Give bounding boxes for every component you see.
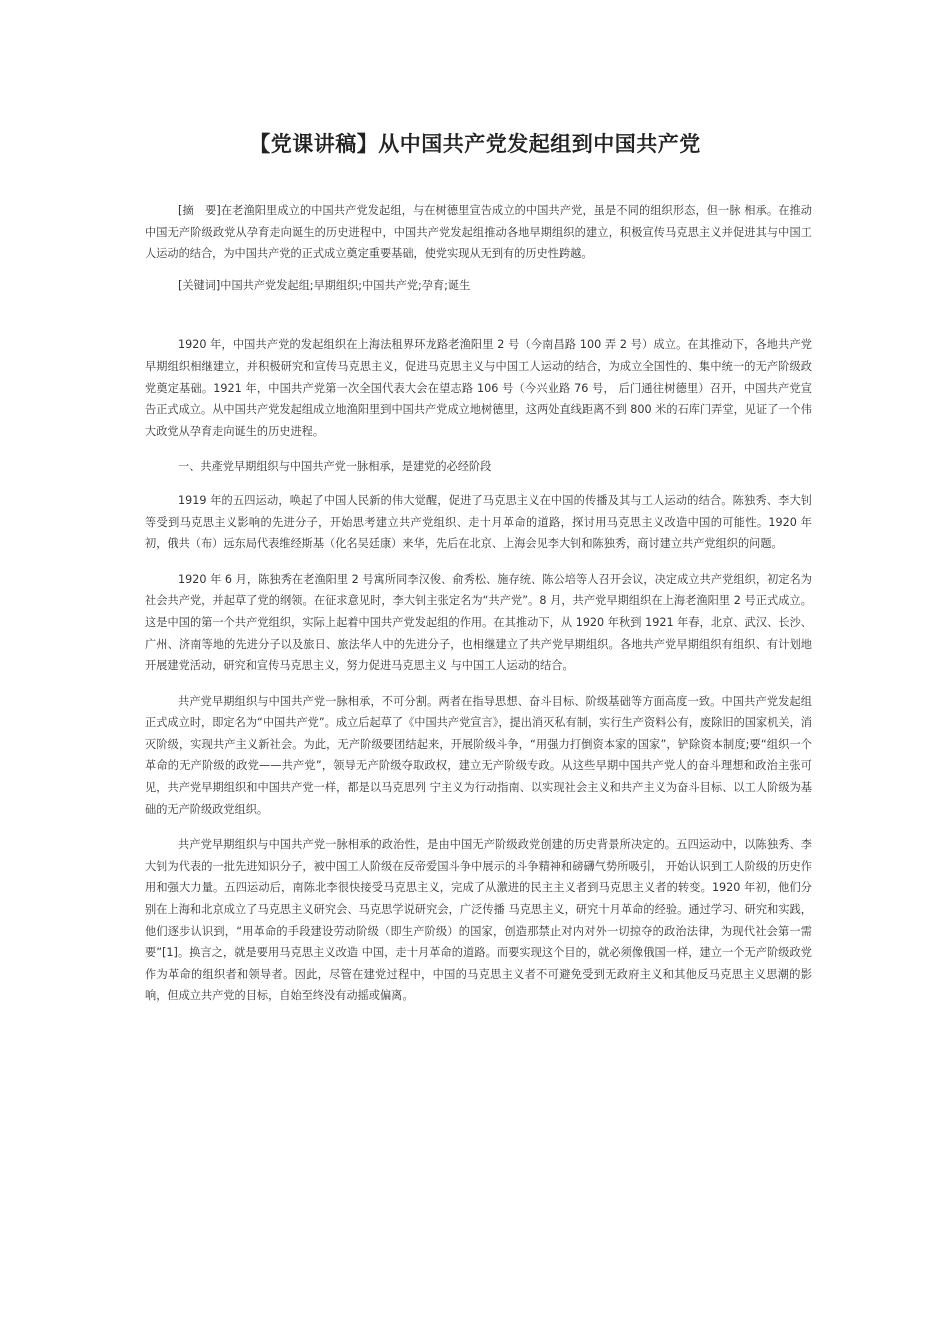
document-title: 【党课讲稿】从中国共产党发起组到中国共产党 [249,132,701,156]
section-heading: 一、共產党早期组织与中国共产党一脉相承，是建党的必经阶段 [178,460,492,474]
body-paragraph: 1919 年的五四运动，唤起了中国人民新的伟大觉醒，促进了马克思主义在中国的传播及其与工人运动的结合。陈独秀、李大钊等受到马克思主义影响的先进分子，开始思考建立共产党组织、走十月革命的道路，探讨用马克思主义改造中国的可能性。1920 年初，俄共（布）远东局代表维经斯基（化名吴廷康）来华，先后在北京、上海会见李大钊和陈独秀，商讨建立共产党组织的问题。 [145,493,812,551]
body-paragraph: 1920 年，中国共产党的发起组织在上海法租界环龙路老渔阳里 2 号（今南昌路 100 弄 2 号）成立。在其推动下，各地共产党早期组织相继建立，并积极研究和宣传马克思主义，促进马克思主义与中国工人运动的结合，为成立全国性的、集中统一的无产阶级政党奠定基础。1921 年，中国共产党第一次全国代表大会在望志路 106 号（今兴业路 76 号， 后门通往树德里）召开，中国共产党宣告正式成立。从中国共产党发起组成立地渔阳里到中国共产党成立地树德里，这两处直线距离不到 800 米的石库门弄堂，见证了一个伟大政党从孕育走向诞生的历史进程。 [145,338,812,438]
abstract-paragraph: [摘 要]在老渔阳里成立的中国共产党发起组，与在树德里宣告成立的中国共产党，虽是不同的组织形态，但一脉 相承。在推动中国无产阶级政党从孕育走向诞生的历史进程中，中国共产党发起组推动各地早期组织的建立，积极宣传马克思主义并促进其与中国工人运动的结合，为中国共产党的正式成立奠定重要基础，使党实现从无到有的历史性跨越。 [145,204,812,261]
body-paragraph: 1920 年 6 月，陈独秀在老渔阳里 2 号寓所同李汉俊、俞秀松、施存统、陈公培等人召开会议，决定成立共产党组织，初定名为社会共产党，并起草了党的纲领。在征求意见时，李大钊主张定名为“共产党”。8 月，共产党早期组织在上海老渔阳里 2 号正式成立。这是中国的第一个共产党组织，实际上起着中国共产党发起组的作用。在其推动下，从 1920 年秋到 1921 年春，北京、武汉、长沙、广州、济南等地的先进分子以及旅日、旅法华人中的先进分子，也相继建立了共产党早期组织。各地共产党早期组织有组织、有计划地开展建党活动，研究和宣传马克思主义，努力促进马克思主义 与中国工人运动的结合。 [145,572,812,673]
body-paragraph: 共产党早期组织与中国共产党一脉相承的政治性，是由中国无产阶级政党创建的历史背景所决定的。五四运动中，以陈独秀、李大钊为代表的一批先进知识分子，被中国工人阶级在反帝爱国斗争中展示的斗争精神和磅礴气势所吸引， 开始认识到工人阶级的历史作用和强大力量。五四运动后，南陈北李很快接受马克思主义，完成了从激进的民主主义者到马克思主义者的转变。1920 年初，他们分别在上海和北京成立了马克思主义研究会、马克思学说研究会，广泛传播 马克思主义，研究十月革命的经验。通过学习、研究和实践，他们逐步认识到，“用革命的手段建设劳动阶级（即生产阶级）的国家，创造那禁止对内对外一切掠夺的政治法律，为现代社会第一需要”[1]。换言之，就是要用马克思主义改造 中国，走十月革命的道路。而要实现这个目的，就必须像俄国一样，建立一个无产阶级政党作为革命的组织者和领导者。因此，尽管在建党过程中，中国的马克思主义者不可避免受到无政府主义和其他反马克思主义思潮的影响，但成立共产党的目标，自始至终没有动摇或偏离。 [145,838,812,1003]
body-paragraph: 共产党早期组织与中国共产党一脉相承，不可分割。两者在指导思想、奋斗目标、阶级基础等方面高度一致。中国共产党发起组正式成立时，即定名为“中国共产党”。成立后起草了《中国共产党宣言》，提出消灭私有制，实行生产资料公有，废除旧的国家机关，消灭阶级，实现共产主义新社会。为此，无产阶级要团结起来，开展阶级斗争，“用强力打倒资本家的国家”，铲除资本制度;要“组织一个革命的无产阶级的政党——共产党”，领导无产阶级夺取政权，建立无产阶级专政。从这些早期中国共产党人的奋斗理想和政治主张可见，共产党早期组织和中国共产党一样，都是以马克思列 宁主义为行动指南、以实现社会主义和共产主义为奋斗目标、以工人阶级为基础的无产阶级政党组织。 [145,694,812,816]
document-body [145,200,812,1021]
keywords-paragraph: [关键词]中国共产党发起组;早期组织;中国共产党;孕育;诞生 [178,278,471,292]
